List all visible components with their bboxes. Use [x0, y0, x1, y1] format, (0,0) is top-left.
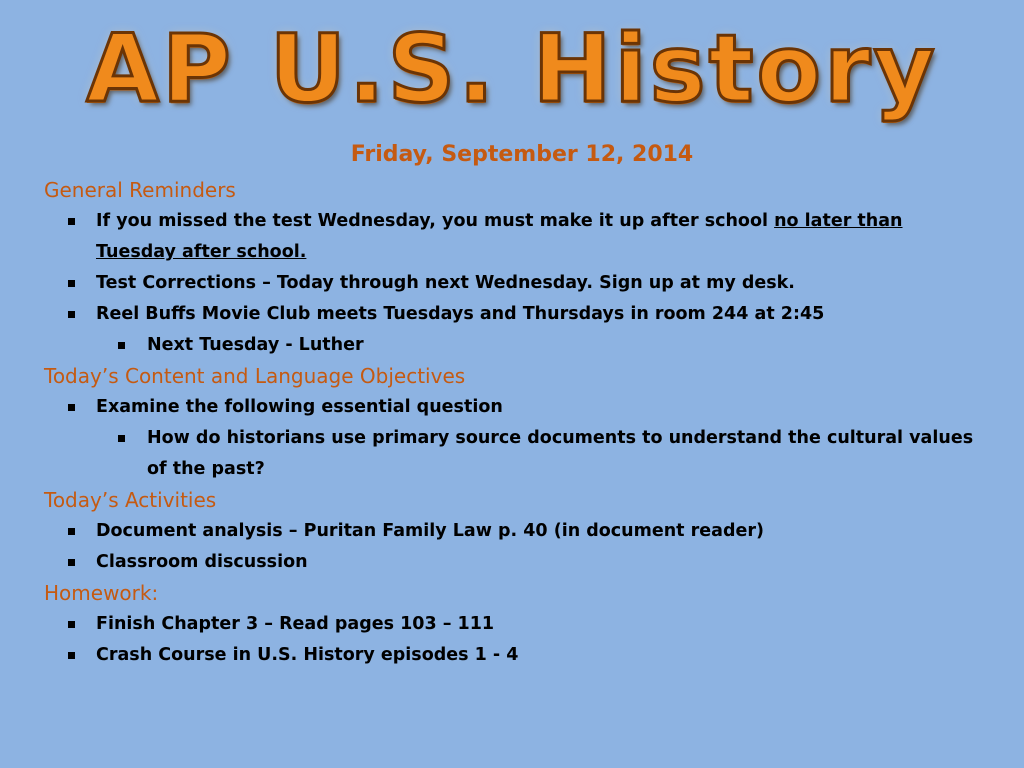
square-bullet-icon	[68, 621, 75, 628]
slide-title: AP U.S. History	[86, 15, 938, 124]
homework-item-text: Crash Course in U.S. History episodes 1 - 4	[96, 645, 519, 665]
objective-item-text: Examine the following essential question	[96, 397, 503, 417]
reminder-item-movie-club	[44, 299, 984, 330]
reminder-item-text: Test Corrections – Today through next Wednesday. Sign up at my desk.	[96, 273, 795, 293]
reminder-item-text: Reel Buffs Movie Club meets Tuesdays and Thursdays in room 244 at 2:45	[96, 304, 825, 324]
reminder-item-deadline: no later than Tuesday after school.	[96, 211, 903, 262]
square-bullet-icon	[68, 218, 75, 225]
square-bullet-icon	[68, 652, 75, 659]
slide-date: Friday, September 12, 2014	[350, 142, 694, 167]
activity-item-document-analysis	[44, 516, 984, 547]
section-heading-general-reminders: General Reminders	[44, 178, 236, 202]
reminder-subitem-text: Next Tuesday - Luther	[147, 335, 364, 355]
section-heading-homework: Homework:	[44, 581, 159, 605]
homework-item-chapter-3	[44, 609, 984, 640]
activity-item-discussion	[44, 547, 984, 578]
square-bullet-icon	[68, 404, 75, 411]
square-bullet-icon	[68, 528, 75, 535]
homework-item-text: Finish Chapter 3 – Read pages 103 – 111	[96, 614, 495, 634]
square-bullet-icon	[118, 342, 125, 349]
reminder-item-text: If you missed the test Wednesday, you must make it up after school	[96, 211, 775, 231]
objective-subitem-question	[44, 423, 984, 485]
objective-item-essential-question	[44, 392, 984, 423]
reminder-item-test-makeup	[44, 206, 984, 268]
square-bullet-icon	[68, 559, 75, 566]
activity-item-text: Document analysis – Puritan Family Law p. 40 (in document reader)	[96, 521, 764, 541]
square-bullet-icon	[68, 280, 75, 287]
section-heading-objectives: Today’s Content and Language Objectives	[44, 364, 466, 388]
objective-subitem-text: How do historians use primary source documents to understand the cultural values of the past?	[147, 428, 974, 479]
reminder-item-test-corrections	[44, 268, 984, 299]
homework-item-crash-course	[44, 640, 984, 671]
section-heading-activities: Today’s Activities	[44, 488, 217, 512]
square-bullet-icon	[118, 435, 125, 442]
slide-body	[44, 175, 984, 671]
square-bullet-icon	[68, 311, 75, 318]
reminder-subitem-next-tuesday	[44, 330, 984, 361]
activity-item-text: Classroom discussion	[96, 552, 308, 572]
